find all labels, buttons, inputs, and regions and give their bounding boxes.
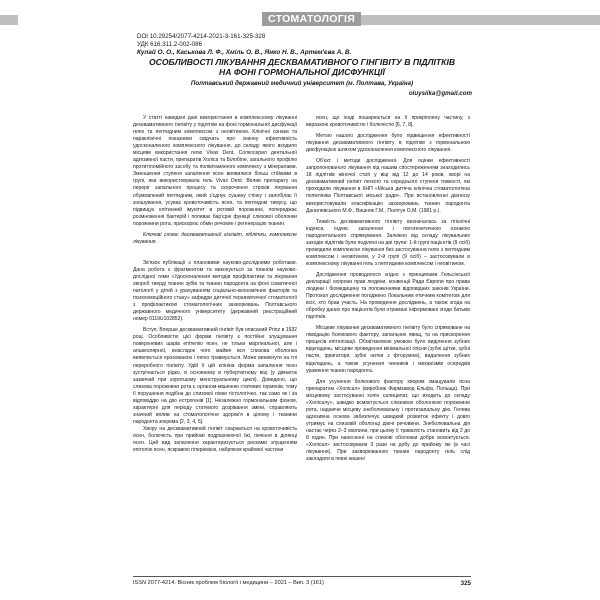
journal-citation: ISSN 2077-4214. Вісник проблем біології і медицини – 2021 – Вип. 3 (161) xyxy=(133,580,324,586)
body-paragraph: Об'єкт і методи дослідження. Для оцінки ефективності запропонованого лікування під нашим спостереженням знаходились 18 підлітків жіночої статі у віці від 12 до 14 років, хворі на десквамативний гінгівіт легкого та середнього ступеня тяжкості, які проходили лікування в КНП «Міська дитяча клінічна стоматологічна поліклініка Полтавської міської ради». При встановленні діагнозу використовували класифікацію захворювань тканин пародонта Данилевського М.Ф., Вишняк Г.М., Політун О.М. (1981 р.). xyxy=(306,158,470,214)
section-title: СТОМАТОЛОГІЯ xyxy=(262,12,361,26)
affiliation: Полтавський державний медичний університет (м. Полтава, Україна) xyxy=(190,80,414,87)
footer-rule xyxy=(133,576,471,577)
body-paragraph: Метою нашого дослідження було підвищення ефективності лікування десквамативного гінгівіту в підлітків з гормональною дисфункцією шляхом удосконалення комплексного лікування. xyxy=(306,133,470,154)
left-column xyxy=(133,115,297,573)
abstract-paragraph: У статті наведені дані використання в комплексному лікуванні десквамативного гінгівіту у підлітків на фоні гормональної дисфункції гелю та пептидним комплексом з неовітином. Клінічні ознаки та параклінічні показники свідчать про значну ефективність удосконаленого комплексного лікування, до складу якого входило місцеве використання гелю Vivax Dent, Солкосерил дентальної адгезивної пасти, препаратів Холіса та Білобіле, загального профілю протитіломійного засобу та полівітамінного комплексу з мінералами. Зменшення ступеня запалення ясен виявилися більш стійкими в групі, яка використовувала гель Vivax Dent. Вплив препарату на переріг запального процесу та скорочення строків лікування обумовлений пептидним, який з'єднує сушину стінку і залобілає її зношування, усуває кровоточивість ясен, та пептидом тимусу, що підвищує клітинний імунітет в ротовій порожнині, попереджає розмноження бактерій і попиває бар'єрні функції слизової оболонки порожнини рота, прискорює обмін речовин і регенерацію тканин. xyxy=(133,115,297,227)
body-paragraph: Хвору на десквамативний гінгівіт скаржаться на кровоточивість ясен, болючість при прийомі подразнюючої їжі, печіння в ділянці ясен. Цей вид запалення характеризується рисками злущенням епітелію ясен, яскравою гіперемією, набряком крайової частини xyxy=(133,425,297,454)
section-header xyxy=(0,12,600,26)
email: oluysiika@gmail.com xyxy=(408,90,472,97)
body-paragraph: Тяжкість десквамативного гінгівіту визначалась за гігієнічні індекси, індекс запалення і патогенетичною ознакою пародонтального спрямування. Залежно від складу лікувальних заходів підлітків були поділені на дві групи: 1-й групі пацієнтів (9 осіб) проводили комплексне лікування без застосування гелю з пептидним комплексом і неовітином, у 2-й групі (9 осіб) – застосовували в комплексному лікуванні гель з пептидним комплексом і неовітином. xyxy=(306,218,470,267)
udc: УДК 616.311.2-002-086 xyxy=(137,41,203,48)
body-paragraph: Для усунення болюового фактору хворим змащували ясна препаратом «Холісал» (виробник Фармзавод Ельфа, Польща). При місцевому застосуванні холін салицилат, що входить до складу «Холісалу», швидко всмоктується слизовою оболонкою порожнини рота, надаючи місцеву знеболювальну і протизапальну дію. Гелева адгезивна основа забезпечує швидкий розвиток ефекту і довго утримує на слизовій оболонці діючі речовини. Знеболювальна дія настає через 2–3 хвилини, при цьому її тривалість становить від 2 до 8 годин. При нанесенні на слизові оболонки добре всмоктується. «Холісал» застосовували 3 рази на добу до прийому їжі (в часі лікування). При захворюваннях тканин пародонту гель слід закладати в певні кишені xyxy=(306,378,470,463)
keywords: Ключові слова: десквамативний гінгівіт, підлітки, комплексне лікування. xyxy=(133,231,297,245)
page-footer xyxy=(133,580,471,587)
body-paragraph: ясен, що іноді поширюється на її прикріплену частину, з виразкою кровоточивістю і болючістю [6, 7, 8]. xyxy=(306,115,470,129)
authors: Кулай О. О., Каськова Л. Ф., Хміль О. В., Янко Н. В., Артем'єва А. В. xyxy=(137,49,352,56)
header-white-block xyxy=(18,14,262,25)
article-title-line-2: НА ФОНІ ГОРМОНАЛЬНОЇ ДИСФУНКЦІЇ xyxy=(219,67,385,77)
body-paragraph: Місцеве лікування десквамативного гінгівіту було спрямоване на ліквідацію болюового фактору, запальних явищ, та на прискорення процесів епітелізації. Обов'язковою умовою було виділення зубних відкладень, місцеве проведення мінімальної гігієни (зубні щітки, зубні пасти, ірригатори, зубні нитки з фторумом), видалення зубних відкладень, а також усунення чинників і механізмів осередків ураження тканин пародонта. xyxy=(306,325,470,374)
body-paragraph: Зв'язок публікації з плановими науково-дослідними роботами. Дана робота є фрагментом та виконується за планом науково-дослідної теми «Удосконалення методів профілактики та лікування хвороб тверді тканин зубів та тканин пародонта на фоні соматичної патології у дітей з урахуванням соціально-економічних факторів та психоемоційного стану» кафедри дитячої терапевтичної стоматології з профілактикою стоматологічних захворювань Полтавського державного медичного університету (державний реєстраційний номер 0119U102852). xyxy=(133,259,297,323)
right-column xyxy=(306,115,470,573)
body-paragraph: Вступ. Вперше десквамативний гінгівіт був описаний Prinz в 1932 році. Особливістю цієї форми гінгівіту є постійне злущування поверхневих шарів епітелію ясен, не тільки маргінальної, але і альвеолярної, внаслідок чого майже вся слизова оболонка виявляється ерозованою і легко травмується. Може виникнути на тлі переробного гінгівіту. Удій її цій клініна форма запалення ясен зустрічається рідко, в основному в пубертатному віці (у дівчаток зазвичай при коротшому менструальному циклі). Доведено, що слизова порожнини рота є органом-мішенню статевих гормонів, тому її порушення подібна до слизової піхви гістологічно, так само як і за відповіддю на дію естрогенів [1]. Незалежно гормональним фоном, характерні для періоду статевого дозрівання зміни, справляють значний вплив на стоматологічне здоров'я в цілому і тканини пародонта зокрема [2, 3, 4, 5]. xyxy=(133,327,297,425)
article-title xyxy=(137,57,467,77)
article-title-line-1: ОСОБЛИВОСТІ ЛІКУВАННЯ ДЕСКВАМАТИВНОГО ГІНГІВІТУ В ПІДЛІТКІВ xyxy=(148,57,456,67)
body-paragraph: Дослідження проводилося згідно з принципами Гельсінської декларації охорони прав людини, конвенції Ради Європи про права людини і біомедицину та положеннями відповідних законів України. Протокол дослідження погоджено Локальним етичним комітетом для всіх, хто брав участь. На проведення досліджень, а також згода на обробку даних про пацієнтів були отримані інформовані згоди батьків підлітків. xyxy=(306,271,470,321)
doi: DOI 10.29254/2077-4214-2021-3-161-325-328 xyxy=(137,33,266,40)
page-number: 325 xyxy=(460,580,471,587)
